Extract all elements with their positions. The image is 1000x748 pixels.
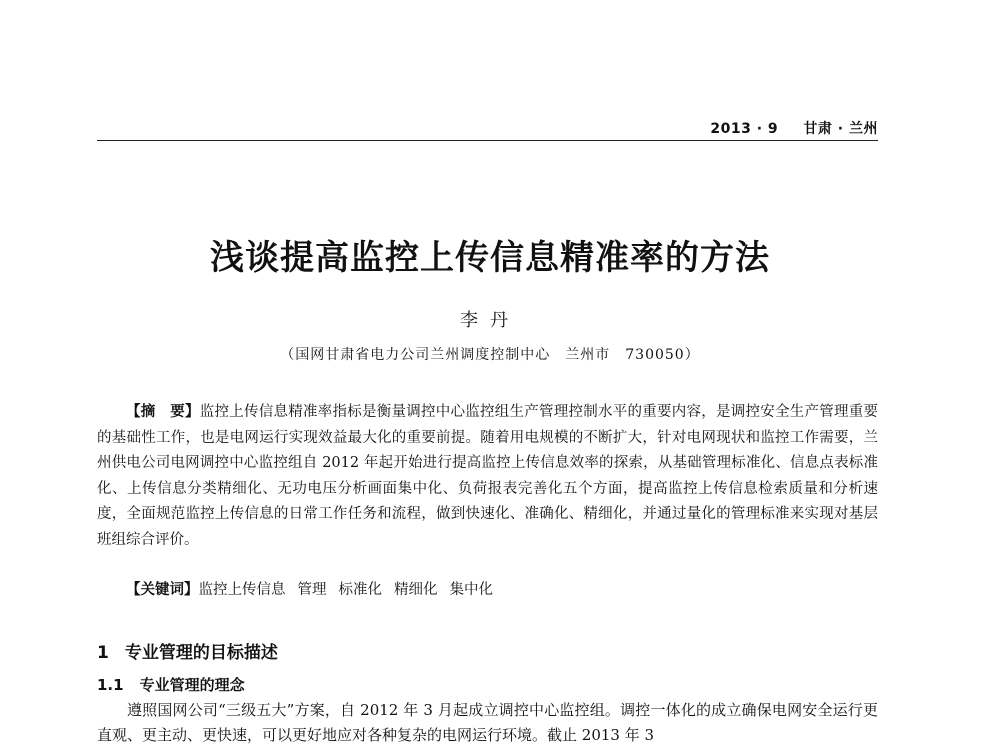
body-paragraph: 遵照国网公司“三级五大”方案，自 2012 年 3 月起成立调控中心监控组。调控一体化的成立确保电网安全运行更直观、更主动、更快速，可以更好地应对各种复杂的电网运行环境。截止 2013 年 3 xyxy=(97,701,878,744)
section-title: 专业管理的目标描述 xyxy=(124,643,278,663)
abstract-text: 监控上传信息精准率指标是衡量调控中心监控组生产管理控制水平的重要内容，是调控安全生产管理重要的基础性工作，也是电网运行实现效益最大化的重要前提。随着用电规模的不断扩大，针对电网现状和监控工作需要，兰州供电公司电网调控中心监控组自 2012 年起开始进行提高监控上传信息效率的探索，从基础管理标准化、信息点表标准化、上传信息分类精细化、无功电压分析画面集中化、负荷报表完善化五个方面，提高监控上传信息检索质量和分析速度，全面规范监控上传信息的日常工作任务和流程，做到快速化、准确化、精细化，并通过量化的管理标准来实现对基层班组综合评价。 xyxy=(97,404,878,548)
issue-number: 2013 · 9 xyxy=(710,121,779,137)
running-head xyxy=(710,118,878,138)
issue-location: 甘肃 · 兰州 xyxy=(803,121,878,137)
section-heading-1 xyxy=(97,638,278,663)
author-affiliation: （国网甘肃省电力公司兰州调度控制中心 兰州市 730050） xyxy=(280,347,700,363)
keyword-item: 精细化 xyxy=(394,582,438,598)
subsection-title: 专业管理的理念 xyxy=(139,676,245,694)
paper-title: 浅谈提高监控上传信息精准率的方法 xyxy=(210,238,770,278)
keyword-item: 监控上传信息 xyxy=(198,582,286,598)
keyword-item: 集中化 xyxy=(449,582,493,598)
abstract xyxy=(97,400,878,553)
abstract-label: 【摘 要】 xyxy=(126,404,200,420)
header-rule xyxy=(97,140,878,141)
subsection-number: 1.1 xyxy=(97,676,124,694)
keyword-item: 标准化 xyxy=(338,582,382,598)
keywords-label: 【关键词】 xyxy=(126,582,199,598)
subsection-heading-1-1 xyxy=(97,674,245,695)
section-number: 1 xyxy=(97,643,109,663)
author-name: 李丹 xyxy=(460,310,520,331)
keyword-item: 管理 xyxy=(297,582,327,598)
keywords xyxy=(97,578,878,603)
